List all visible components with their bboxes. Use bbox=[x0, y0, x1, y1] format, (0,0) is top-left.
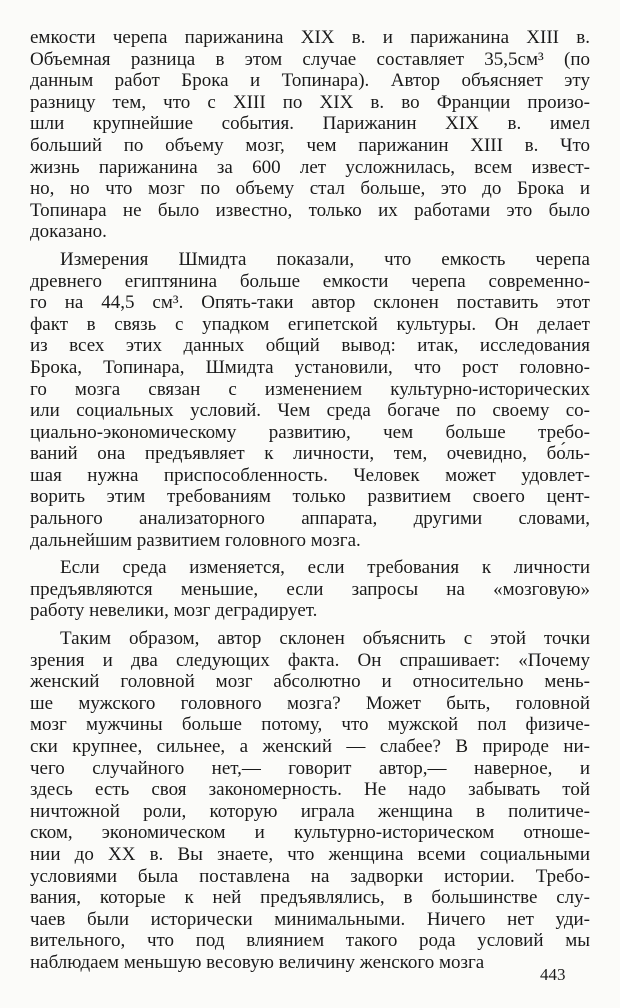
text-line: ваний она предъявляет к личности, тем, очевидно, бо́ль- bbox=[30, 443, 590, 465]
body-text bbox=[30, 27, 590, 974]
text-line: здесь есть своя закономерность. Не надо забывать той bbox=[30, 779, 590, 801]
text-line: циально-экономическому развитию, чем больше требо- bbox=[30, 421, 590, 443]
text-line: го мозга связан с изменением культурно-исторических bbox=[30, 378, 590, 400]
text-line: или социальных условий. Чем среда богаче по своему со- bbox=[30, 400, 590, 422]
text-line: наблюдаем меньшую весовую величину женского мозга bbox=[30, 951, 485, 973]
text-line: Если среда изменяется, если требования к личности bbox=[60, 557, 590, 579]
text-line: факт в связь с упадком египетской культуры. Он делает bbox=[30, 313, 590, 335]
paragraph bbox=[30, 628, 590, 974]
text-line: го на 44,5 см³. Опять-таки автор склонен поставить этот bbox=[30, 292, 590, 314]
text-line: больший по объему мозг, чем парижанин XIII в. Что bbox=[30, 134, 590, 156]
text-line: ски крупнее, сильнее, а женский — слабее? В природе ни- bbox=[30, 736, 590, 757]
text-line: нии до XX в. Вы знаете, что женщина всеми социальными bbox=[30, 843, 590, 865]
text-line: вания, которые к ней предъявлялись, в большинстве слу- bbox=[30, 887, 590, 909]
text-line: Брока, Топинара, Шмидта установили, что рост головно- bbox=[30, 356, 590, 378]
text-line: данным работ Брока и Топинара). Автор объясняет эту bbox=[30, 70, 590, 92]
paragraph bbox=[30, 27, 590, 243]
text-line: мозг мужчины больше потому, что мужской пол физиче- bbox=[30, 714, 590, 736]
paragraph bbox=[30, 249, 590, 551]
text-line: шли крупнейшие события. Парижанин XIX в. имел bbox=[30, 113, 590, 135]
text-line: чего случайного нет,— говорит автор,— наверное, и bbox=[30, 757, 590, 779]
text-line: зрения и два следующих факта. Он спрашивает: «Почему bbox=[30, 649, 590, 671]
text-line: предъявляются меньшие, если запросы на «мозговую» bbox=[30, 578, 590, 600]
text-line: дальнейшим развитием головного мозга. bbox=[30, 529, 361, 551]
text-line: Топинара не было известно, только их работами это было bbox=[30, 199, 590, 221]
text-line: ском, экономическом и культурно-историческом отноше- bbox=[30, 822, 590, 844]
text-line: разницу тем, что с XIII по XIX в. во Франции произо- bbox=[30, 91, 590, 113]
text-line: но, но что мозг по объему стал больше, это до Брока и bbox=[30, 178, 590, 200]
text-line: женский головной мозг абсолютно и относительно мень- bbox=[30, 671, 590, 693]
text-line: жизнь парижанина за 600 лет усложнилась, всем извест- bbox=[30, 156, 590, 178]
text-line: Таким образом, автор склонен объяснить с этой точки bbox=[60, 628, 590, 650]
text-line: условиями была поставлена на задворки истории. Требо- bbox=[30, 865, 590, 887]
text-line: емкости черепа парижанина XIX в. и парижанина XIII в. bbox=[30, 27, 590, 48]
text-line: вительного, что под влиянием такого рода условий мы bbox=[30, 930, 590, 952]
text-line: работу невелики, мозг деградирует. bbox=[30, 600, 318, 622]
text-line: чаев были исторически минимальными. Ничего нет уди- bbox=[30, 908, 590, 930]
text-line: ворить этим требованиям только развитием своего цент- bbox=[30, 486, 590, 508]
text-line: Объемная разница в этом случае составляет 35,5см³ (по bbox=[30, 48, 590, 70]
text-line: из всех этих данных общий вывод: итак, исследования bbox=[30, 335, 590, 357]
text-line: доказано. bbox=[30, 221, 107, 243]
text-line: ше мужского головного мозга? Может быть, головной bbox=[30, 692, 590, 714]
page-number: 443 bbox=[540, 965, 566, 984]
text-line: шая нужна приспособленность. Человек может удовлет- bbox=[30, 464, 590, 486]
text-line: древнего египтянина больше емкости черепа современно- bbox=[30, 270, 590, 292]
text-line: рального анализаторного аппарата, другими словами, bbox=[30, 508, 590, 530]
text-line: ничтожной роли, которую играла женщина в политиче- bbox=[30, 800, 590, 822]
text-line: Измерения Шмидта показали, что емкость черепа bbox=[60, 248, 590, 270]
paragraph bbox=[30, 557, 590, 622]
